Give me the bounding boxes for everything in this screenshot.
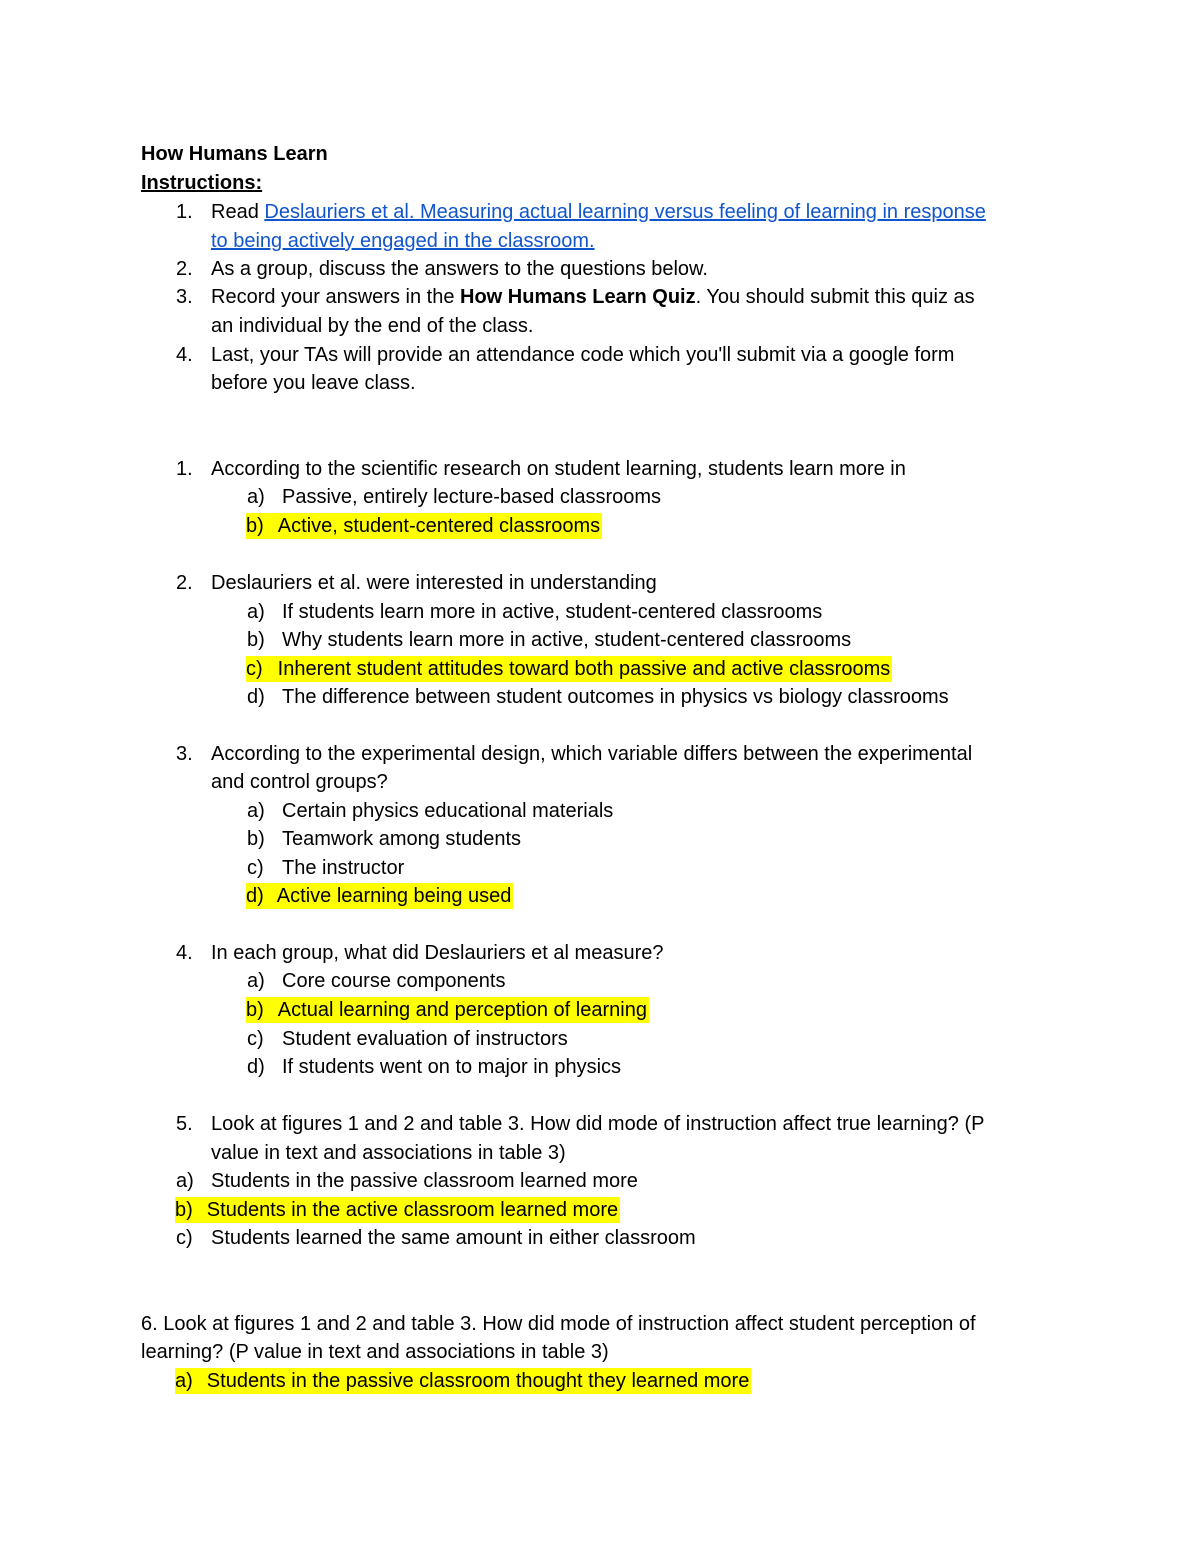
option-letter: c) bbox=[247, 857, 264, 879]
option-text: If students went on to major in physics bbox=[282, 1056, 622, 1078]
instruction-1 bbox=[211, 199, 986, 225]
question-3-text: According to the experimental design, which variable differs between the experimental bbox=[211, 743, 973, 765]
option-letter: a) bbox=[247, 970, 265, 992]
instruction-3-prefix: Record your answers in the bbox=[211, 286, 461, 308]
option-letter: a) bbox=[247, 601, 265, 623]
option-highlighted bbox=[246, 656, 892, 682]
option-highlighted bbox=[175, 1197, 620, 1223]
option-text: Student evaluation of instructors bbox=[282, 1028, 568, 1050]
instruction-1-prefix: Read bbox=[211, 201, 265, 223]
option-text: Active learning being used bbox=[276, 885, 512, 907]
article-link-cont[interactable]: to being actively engaged in the classroom. bbox=[211, 230, 595, 252]
option-letter: d) bbox=[246, 885, 264, 907]
question-3-text-cont: and control groups? bbox=[211, 771, 388, 793]
option-highlighted bbox=[246, 997, 649, 1023]
instruction-number: 2. bbox=[176, 258, 193, 280]
option-text: Why students learn more in active, student-centered classrooms bbox=[282, 629, 852, 651]
option-letter: b) bbox=[247, 828, 265, 850]
instruction-number: 1. bbox=[176, 201, 193, 223]
question-2-text: Deslauriers et al. were interested in understanding bbox=[211, 572, 657, 594]
option-text: The difference between student outcomes in physics vs biology classrooms bbox=[282, 686, 949, 708]
option-letter: c) bbox=[246, 658, 263, 680]
option-text: Inherent student attitudes toward both passive and active classrooms bbox=[277, 658, 891, 680]
option-letter: a) bbox=[247, 800, 265, 822]
instruction-1-cont bbox=[211, 228, 595, 254]
question-number: 5. bbox=[176, 1113, 193, 1135]
instruction-4: Last, your TAs will provide an attendance code which you'll submit via a google form bbox=[211, 344, 955, 366]
option-letter: b) bbox=[175, 1199, 193, 1221]
option-text: Students in the active classroom learned more bbox=[206, 1199, 619, 1221]
instruction-3-cont: an individual by the end of the class. bbox=[211, 315, 534, 337]
option-text: Active, student-centered classrooms bbox=[277, 515, 601, 537]
question-number: 1. bbox=[176, 458, 193, 480]
doc-title: How Humans Learn bbox=[141, 143, 328, 165]
option-text: Passive, entirely lecture-based classrooms bbox=[282, 486, 662, 508]
question-5-text: Look at figures 1 and 2 and table 3. How did mode of instruction affect true learning? (P bbox=[211, 1113, 985, 1135]
option-text: Students in the passive classroom thought they learned more bbox=[206, 1370, 750, 1392]
option-letter: b) bbox=[247, 629, 265, 651]
instruction-number: 3. bbox=[176, 286, 193, 308]
option-highlighted bbox=[246, 883, 513, 909]
option-text: The instructor bbox=[282, 857, 405, 879]
article-link[interactable]: Deslauriers et al. Measuring actual learning versus feeling of learning in response bbox=[264, 201, 986, 223]
question-number: 4. bbox=[176, 942, 193, 964]
option-letter: a) bbox=[175, 1370, 193, 1392]
option-text: Actual learning and perception of learning bbox=[277, 999, 647, 1021]
question-number: 3. bbox=[176, 743, 193, 765]
option-letter: d) bbox=[247, 1056, 265, 1078]
option-text: Certain physics educational materials bbox=[282, 800, 614, 822]
option-letter: a) bbox=[176, 1170, 194, 1192]
option-highlighted bbox=[246, 513, 602, 539]
option-letter: d) bbox=[247, 686, 265, 708]
option-highlighted bbox=[175, 1368, 751, 1394]
option-text: Teamwork among students bbox=[282, 828, 522, 850]
question-1-text: According to the scientific research on student learning, students learn more in bbox=[211, 458, 906, 480]
instruction-3-suffix: . You should submit this quiz as bbox=[695, 286, 975, 308]
option-text: Core course components bbox=[282, 970, 506, 992]
option-letter: a) bbox=[247, 486, 265, 508]
question-6-text: 6. Look at figures 1 and 2 and table 3. How did mode of instruction affect student perception of bbox=[141, 1313, 976, 1335]
instruction-2: As a group, discuss the answers to the questions below. bbox=[211, 258, 708, 280]
option-text: If students learn more in active, student-centered classrooms bbox=[282, 601, 823, 623]
option-letter: c) bbox=[176, 1227, 193, 1249]
instruction-4-cont: before you leave class. bbox=[211, 372, 416, 394]
question-5-text-cont: value in text and associations in table 3) bbox=[211, 1142, 566, 1164]
instructions-heading: Instructions: bbox=[141, 172, 263, 194]
option-letter: b) bbox=[246, 999, 264, 1021]
question-number: 2. bbox=[176, 572, 193, 594]
option-letter: c) bbox=[247, 1028, 264, 1050]
option-letter: b) bbox=[246, 515, 264, 537]
option-text: Students learned the same amount in either classroom bbox=[211, 1227, 696, 1249]
instruction-3 bbox=[211, 284, 975, 310]
instruction-number: 4. bbox=[176, 344, 193, 366]
quiz-name: How Humans Learn Quiz bbox=[460, 286, 696, 308]
question-6-text-cont: learning? (P value in text and associations in table 3) bbox=[141, 1341, 609, 1363]
option-text: Students in the passive classroom learned more bbox=[211, 1170, 638, 1192]
question-4-text: In each group, what did Deslauriers et al measure? bbox=[211, 942, 664, 964]
